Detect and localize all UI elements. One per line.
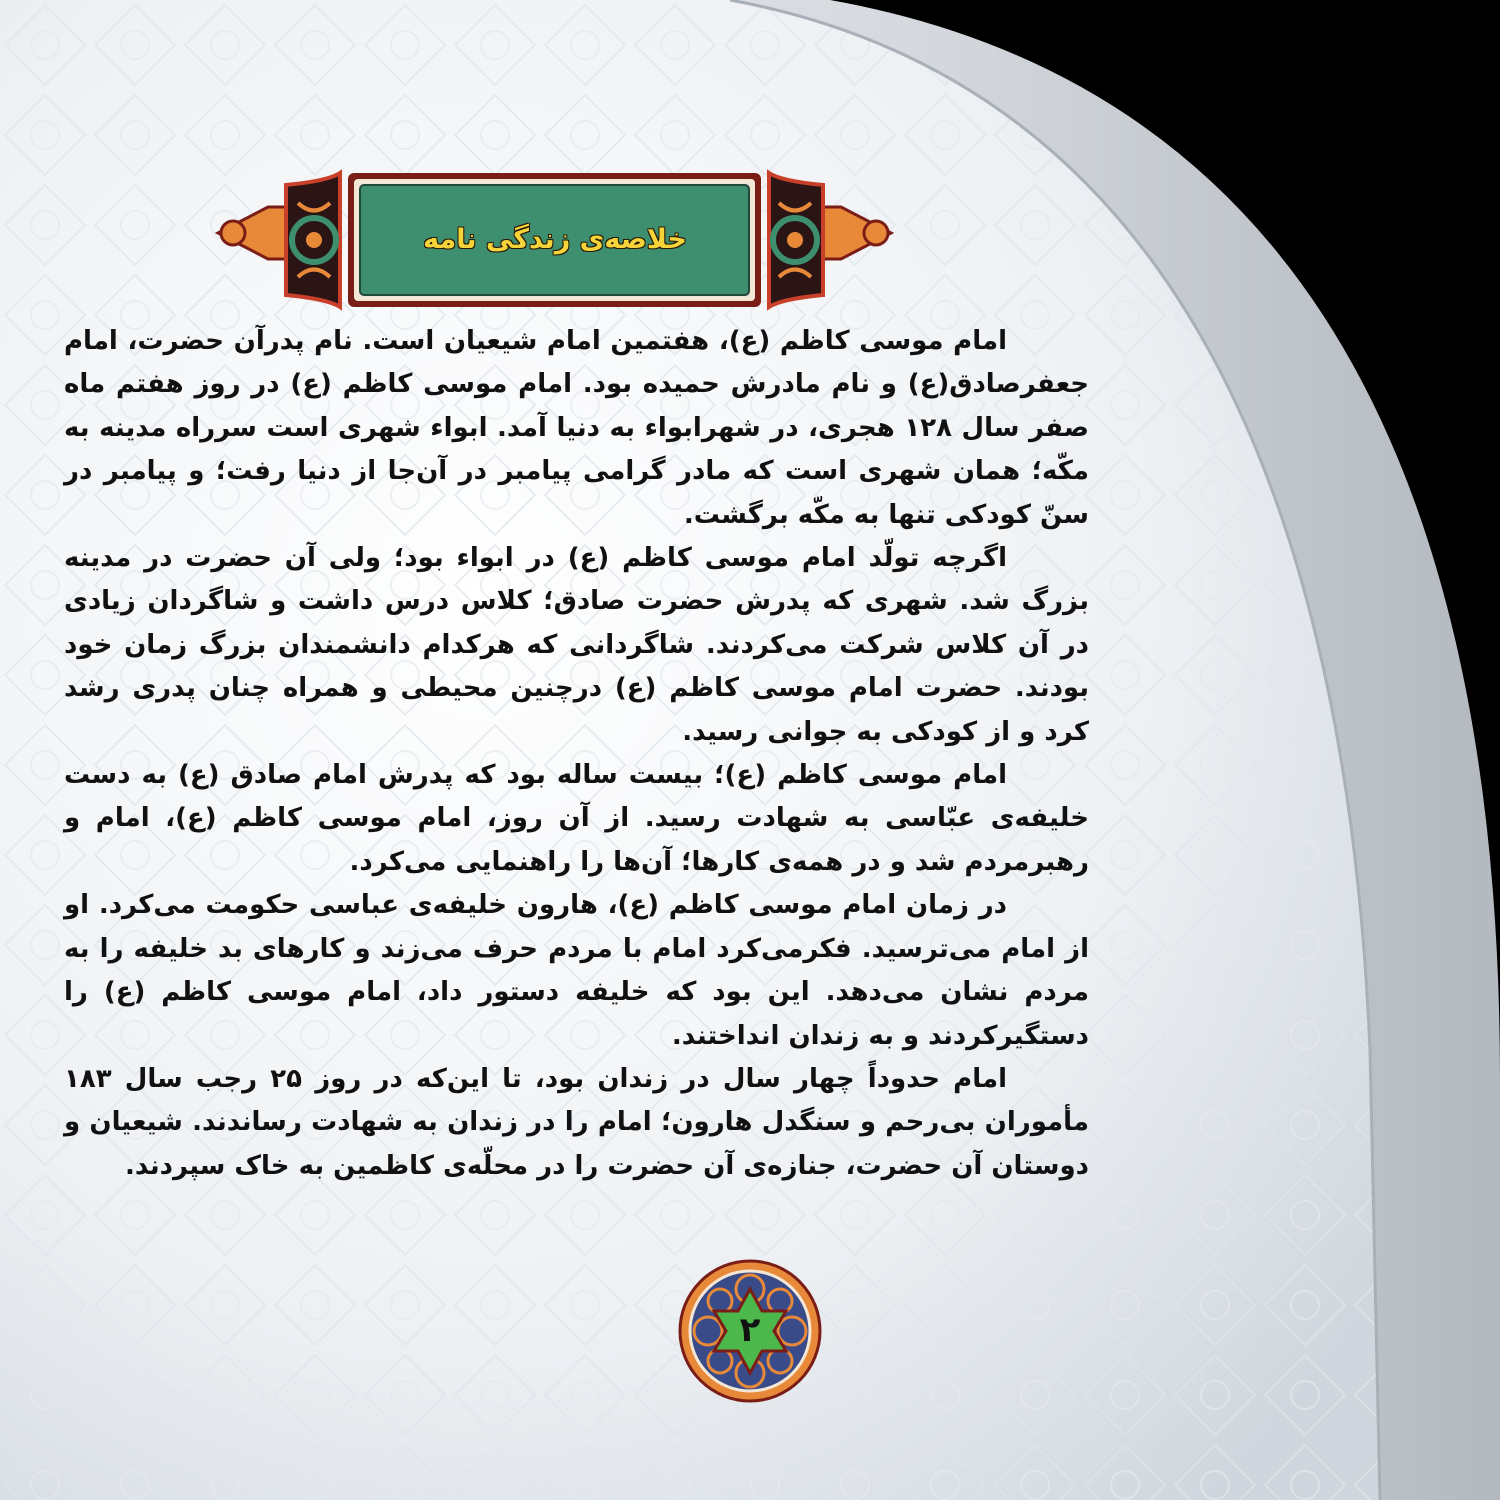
paragraph: در زمان امام موسی کاظم (ع)، هارون خلیفه‌ی عباسی حکومت می‌کرد. او از امام می‌ترسید. فکرمی‌کرد امام با مردم حرف می‌زند و کارهای بد خلیفه را به مردم نشان می‌دهد. این بود که خلیفه دستور داد، امام موسی کاظم (ع) را دستگیرکردند و به زندان انداختند. [64, 890, 1089, 1051]
paragraph: اگرچه تولّد امام موسی کاظم (ع) در ابواء بود؛ ولی آن حضرت در مدینه بزرگ شد. شهری که پدرش حضرت صادق؛ کلاس درس داشت و شاگردان زیادی در آن کلاس شرکت می‌کردند. شاگردانی که هرکدام دانشمندان بزرگ زمان خود بودند. حضرت امام موسی کاظم (ع) درچنین محیطی و همراه چنان پدری رشد کرد و از کودکی به جوانی رسید. [64, 543, 1089, 747]
paragraph: امام موسی کاظم (ع)، هفتمین امام شیعیان است. نام پدرآن حضرت، امام جعفرصادق(ع) و نام مادرش حمیده بود. امام موسی کاظم (ع) در روز هفتم ماه صفر سال ۱۲۸ هجری، در شهرابواء به دنیا آمد. ابواء شهری است سرراه مدینه به مکّه؛ همان شهری است که مادر گرامی پیامبر در آن‌جا از دنیا رفت؛ و پیامبر در سنّ کودکی تنها به مکّه برگشت. [64, 326, 1089, 530]
body-text [64, 320, 1089, 1188]
paragraph: امام حدوداً چهار سال در زندان بود، تا این‌که در روز ۲۵ رجب سال ۱۸۳ مأموران بی‌رحم و سنگدل هارون؛ امام را در زندان به شهادت رساندند. شیعیان و دوستان آن حضرت، جنازه‌ی آن حضرت را در محلّه‌ی کاظمین به خاک سپردند. [64, 1063, 1089, 1181]
paragraph: امام موسی کاظم (ع)؛ بیست ساله بود که پدرش امام صادق (ع) به دست خلیفه‌ی عبّاسی به شهادت رسید. از آن روز، امام موسی کاظم (ع)، امام و رهبرمردم شد و در همه‌ی کارها؛ آن‌ها را راهنمایی می‌کرد. [64, 760, 1089, 877]
page-title: خلاصه‌ی زندگی نامه [423, 224, 687, 255]
page-number: ۲ [739, 1310, 761, 1350]
